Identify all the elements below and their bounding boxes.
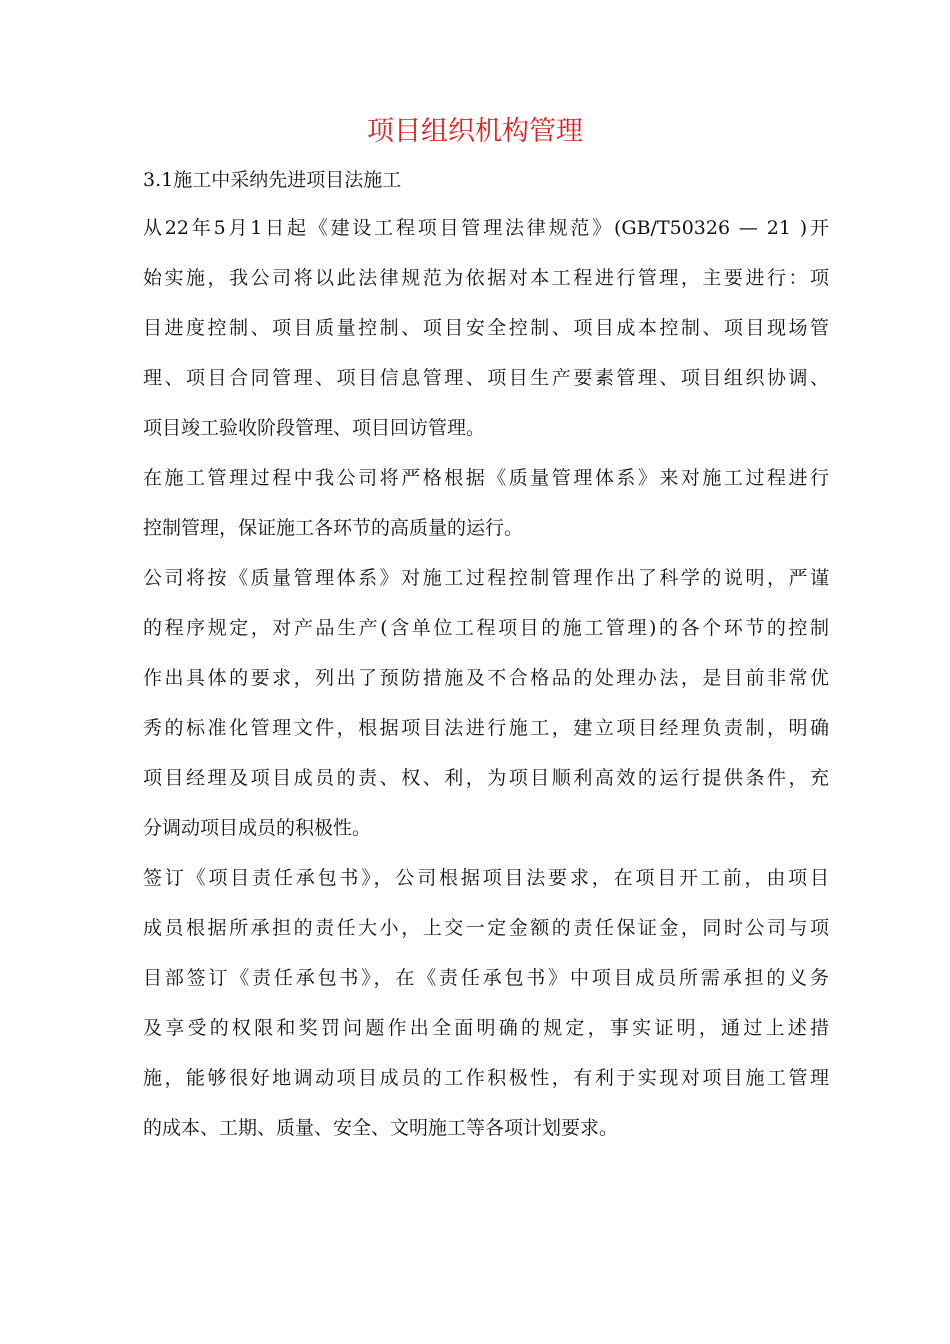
paragraph-line: 秀的标准化管理文件，根据项目法进行施工，建立项目经理负责制，明确 bbox=[143, 717, 829, 739]
paragraph-line: 始实施，我公司将以此法律规范为依据对本工程进行管理，主要进行：项 bbox=[143, 267, 829, 289]
paragraph-line: 目进度控制、项目质量控制、项目安全控制、项目成本控制、项目现场管 bbox=[143, 317, 829, 339]
paragraph-line: 分调动项目成员的积极性。 bbox=[143, 817, 372, 839]
paragraph-line: 项目经理及项目成员的责、权、利，为项目顺利高效的运行提供条件，充 bbox=[143, 767, 829, 789]
paragraph-line: 签订《项目责任承包书》，公司根据项目法要求，在项目开工前，由项目 bbox=[143, 867, 829, 889]
paragraph-line: 目部签订《责任承包书》，在《责任承包书》中项目成员所需承担的义务 bbox=[143, 967, 829, 989]
document-title: 项目组织机构管理 bbox=[367, 116, 583, 147]
paragraph-line: 理、项目合同管理、项目信息管理、项目生产要素管理、项目组织协调、 bbox=[143, 367, 829, 389]
paragraph-line: 成员根据所承担的责任大小，上交一定金额的责任保证金，同时公司与项 bbox=[143, 917, 829, 939]
paragraph-line: 项目竣工验收阶段管理、项目回访管理。 bbox=[143, 417, 486, 439]
paragraph-line: 的程序规定，对产品生产(含单位工程项目的施工管理)的各个环节的控制 bbox=[143, 617, 829, 639]
section-heading: 3.1施工中采纳先进项目法施工 bbox=[143, 169, 402, 191]
paragraph-2 bbox=[143, 453, 829, 553]
paragraph-3 bbox=[143, 553, 829, 853]
paragraph-4 bbox=[143, 853, 829, 1153]
paragraph-line: 作出具体的要求，列出了预防措施及不合格品的处理办法，是目前非常优 bbox=[143, 667, 829, 689]
paragraph-line: 公司将按《质量管理体系》对施工过程控制管理作出了科学的说明，严谨 bbox=[143, 567, 829, 589]
paragraph-line: 施，能够很好地调动项目成员的工作积极性，有利于实现对项目施工管理 bbox=[143, 1067, 829, 1089]
paragraph-line: 从22年5月1日起《建设工程项目管理法律规范》(GB/T50326 — 21 )开 bbox=[143, 217, 829, 239]
paragraph-line: 控制管理，保证施工各环节的高质量的运行。 bbox=[143, 517, 524, 539]
paragraph-1 bbox=[143, 203, 829, 453]
paragraph-line: 及享受的权限和奖罚问题作出全面明确的规定，事实证明，通过上述措 bbox=[143, 1017, 829, 1039]
paragraph-line: 的成本、工期、质量、安全、文明施工等各项计划要求。 bbox=[143, 1117, 619, 1139]
paragraph-line: 在施工管理过程中我公司将严格根据《质量管理体系》来对施工过程进行 bbox=[143, 467, 829, 489]
